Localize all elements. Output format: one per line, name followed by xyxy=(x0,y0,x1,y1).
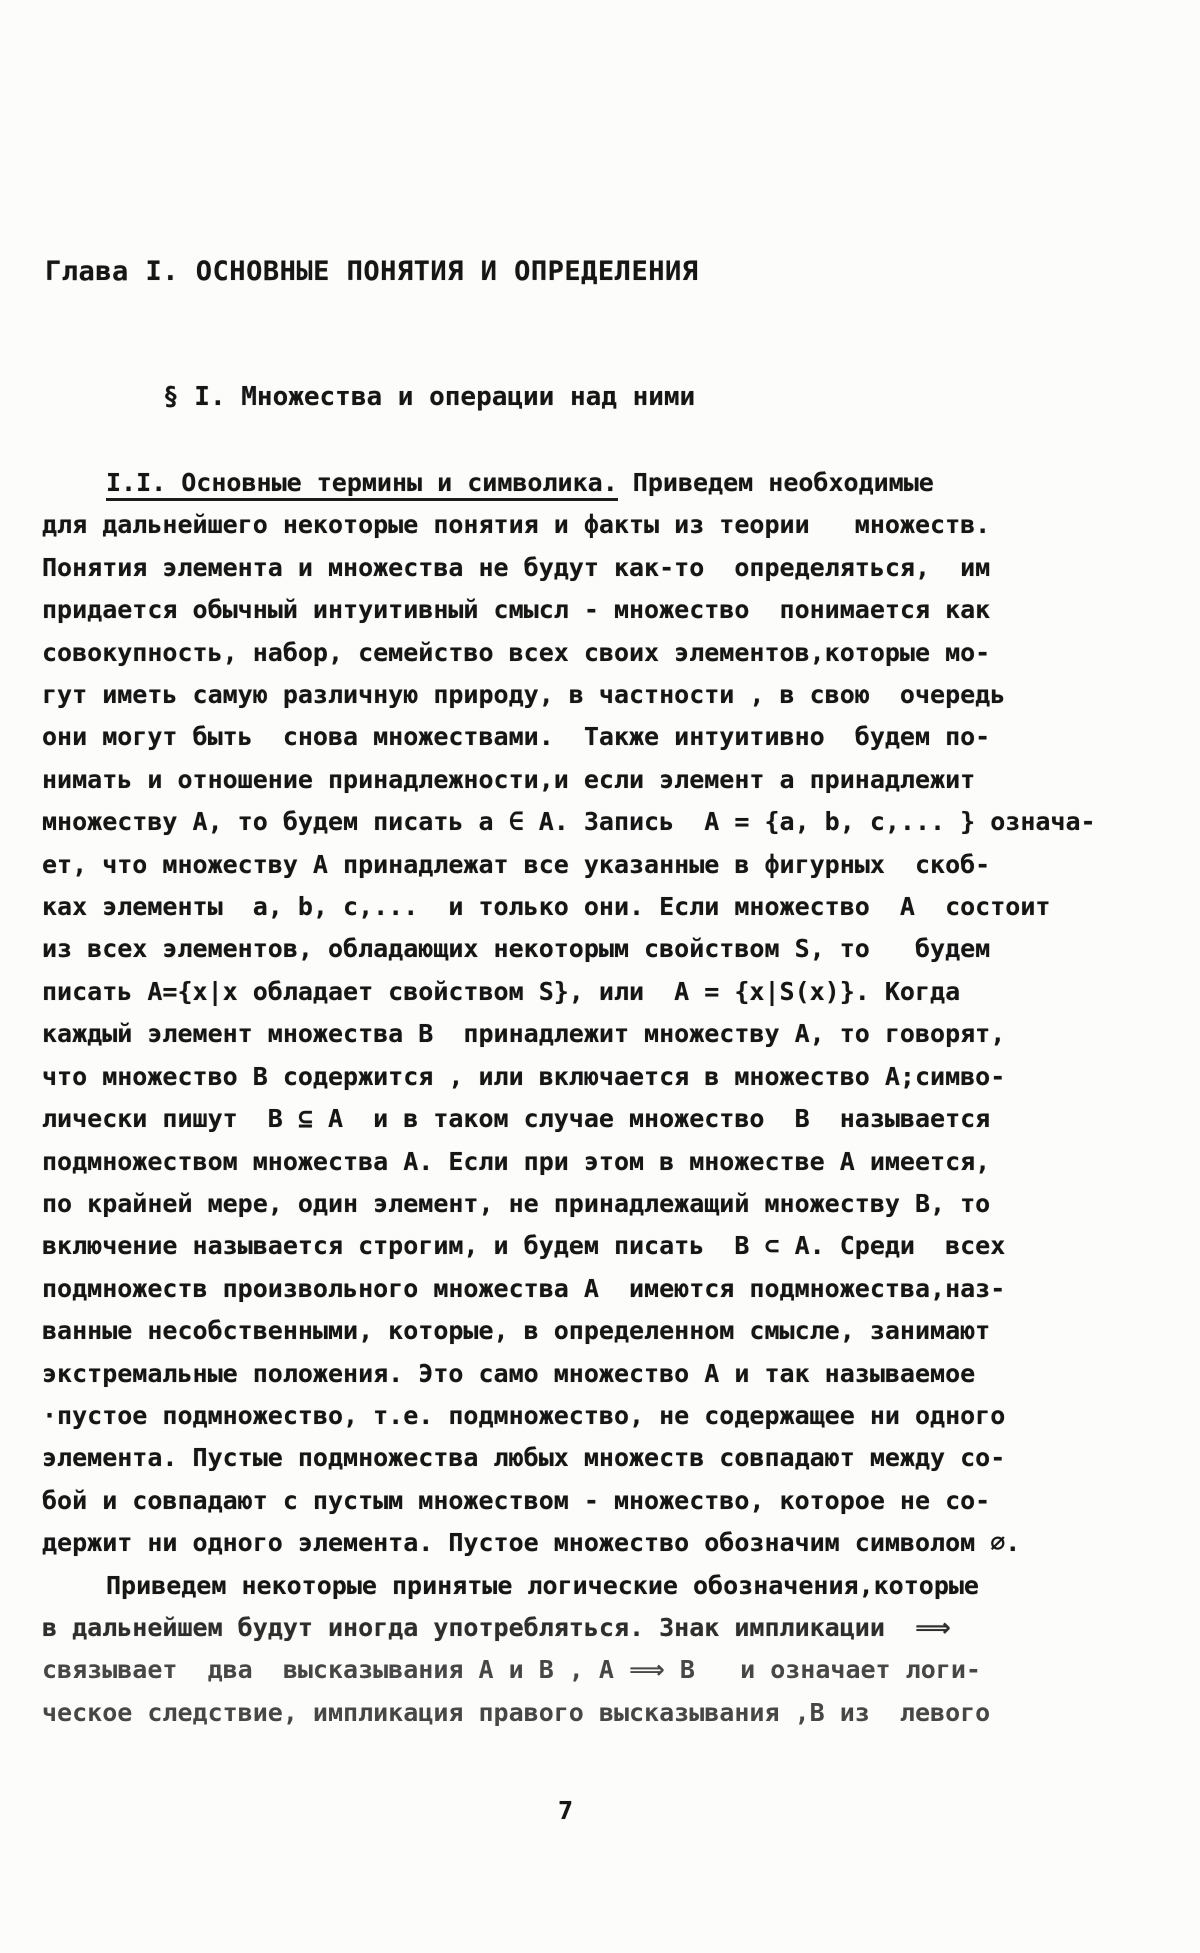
text-line: экстремальные положения. Это само множество A и так называемое xyxy=(42,1358,976,1388)
text-line: ванные несобственными, которые, в определенном смысле, занимают xyxy=(42,1316,991,1346)
text-line: ках элементы a, b, c,... и только они. Если множество A состоит xyxy=(42,892,1051,922)
text-line: писать A={x|x обладает свойством S}, или A = {x|S(x)}. Когда xyxy=(42,976,961,1006)
text-line: бой и совпадают с пустым множеством - множество, которое не со- xyxy=(42,1485,991,1515)
text-line: что множество B содержится , или включается в множество A;симво- xyxy=(42,1061,1006,1091)
text-line: ·пустое подмножество, т.е. подмножество, не содержащее ни одного xyxy=(42,1400,1006,1430)
text-line: для дальнейшего некоторые понятия и факты из теории множеств. xyxy=(42,510,991,540)
text-line: держит ни одного элемента. Пустое множество обозначим символом ∅. xyxy=(42,1528,1021,1558)
text-line: подмножеством множества A. Если при этом в множестве A имеется, xyxy=(42,1146,991,1176)
subsection-title-continuation: Приведем необходимые xyxy=(617,468,934,497)
chapter-heading: Глава I. ОСНОВНЫЕ ПОНЯТИЯ И ОПРЕДЕЛЕНИЯ xyxy=(45,256,699,287)
page-number: 7 xyxy=(558,1796,574,1825)
text-line: из всех элементов, обладающих некоторым свойством S, то будем xyxy=(42,934,991,964)
section-heading: § I. Множества и операции над ними xyxy=(163,382,696,412)
text-line: множеству A, то будем писать a ∈ A. Запись A = {a, b, c,... } означа- xyxy=(42,807,1096,837)
text-line: гут иметь самую различную природу, в частности , в свою очередь xyxy=(42,680,1006,710)
text-line: подмножеств произвольного множества A имеются подмножества,наз- xyxy=(42,1273,1006,1303)
text-line: Понятия элемента и множества не будут как-то определяться, им xyxy=(42,552,991,582)
text-line: включение называется строгим, и будем писать B ⊂ A. Среди всех xyxy=(42,1231,1006,1261)
text-line: лически пишут B ⊆ A и в таком случае множество B называется xyxy=(42,1104,991,1134)
text-line-first xyxy=(42,462,1182,504)
text-line: они могут быть снова множествами. Также интуитивно будем по- xyxy=(42,722,991,752)
text-line: связывает два высказывания A и B , A ⟹ B и означает логи- xyxy=(42,1655,981,1685)
subsection-title: I.I. Основные термины и символика. xyxy=(106,468,618,501)
text-line: каждый элемент множества B принадлежит множеству A, то говорят, xyxy=(42,1019,1006,1049)
text-line: ет, что множеству A принадлежат все указанные в фигурных скоб- xyxy=(42,849,991,879)
text-line: Приведем некоторые принятые логические обозначения,которые xyxy=(106,1570,979,1600)
body-text xyxy=(42,462,1182,1734)
text-line: совокупность, набор, семейство всех своих элементов,которые мо- xyxy=(42,637,991,667)
text-line: нимать и отношение принадлежности,и если элемент a принадлежит xyxy=(42,764,976,794)
text-line: элемента. Пустые подмножества любых множеств совпадают между со- xyxy=(42,1443,1006,1473)
text-line: придается обычный интуитивный смысл - множество понимается как xyxy=(42,595,991,625)
text-line: по крайней мере, один элемент, не принадлежащий множеству B, то xyxy=(42,1188,991,1218)
text-line: в дальнейшем будут иногда употребляться. Знак импликации ⟹ xyxy=(42,1612,951,1642)
text-line: ческое следствие, импликация правого высказывания ,B из левого xyxy=(42,1697,991,1727)
